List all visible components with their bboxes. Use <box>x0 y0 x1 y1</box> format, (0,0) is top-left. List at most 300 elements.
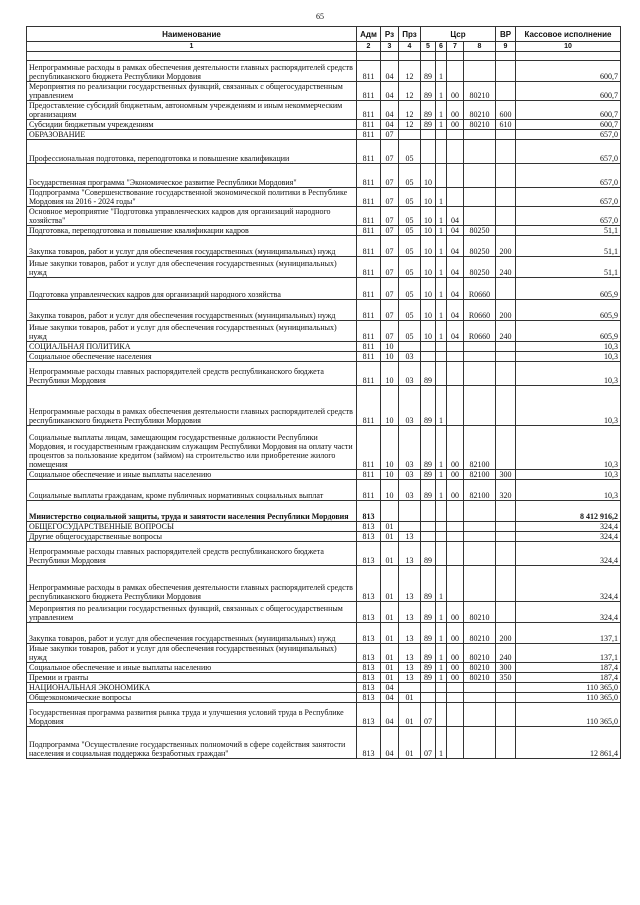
row-csr-direction: 82100 <box>464 480 496 501</box>
row-rz: 07 <box>381 257 399 278</box>
table-row <box>27 542 621 566</box>
row-name: Государственная программа "Экономическое развитие Республики Мордовия" <box>27 164 357 188</box>
row-adm: 811 <box>357 386 381 426</box>
row-amount: 110 365,0 <box>516 703 621 727</box>
row-name: Социальное обеспечение и иные выплаты населению <box>27 470 357 480</box>
row-csr-direction <box>464 683 496 693</box>
row-name: Социальное обеспечение населения <box>27 352 357 362</box>
table-row <box>27 300 621 321</box>
row-amount: 324,4 <box>516 566 621 602</box>
row-rz: 07 <box>381 188 399 207</box>
column-number-row <box>27 42 621 52</box>
row-csr-subprogram: 1 <box>436 300 447 321</box>
row-csr-program: 89 <box>421 362 436 386</box>
table-row <box>27 188 621 207</box>
row-prz: 13 <box>399 673 421 683</box>
row-name: Государственная программа развития рынка труда и улучшения условий труда в Республике Мордовия <box>27 703 357 727</box>
row-vr: 200 <box>496 236 516 257</box>
row-amount: 600,7 <box>516 82 621 101</box>
row-vr <box>496 386 516 426</box>
table-row <box>27 257 621 278</box>
table-row <box>27 663 621 673</box>
row-adm: 813 <box>357 623 381 644</box>
row-amount: 324,4 <box>516 602 621 623</box>
row-adm: 813 <box>357 703 381 727</box>
row-csr-subprogram: 1 <box>436 257 447 278</box>
row-name: Предоставление субсидий бюджетным, автономным учреждениям и иным некоммерческим организациям <box>27 101 357 120</box>
row-csr-program: 07 <box>421 727 436 759</box>
row-csr-subprogram: 1 <box>436 623 447 644</box>
budget-table <box>26 26 621 759</box>
header-row <box>27 27 621 42</box>
row-vr <box>496 703 516 727</box>
row-rz: 04 <box>381 61 399 82</box>
row-amount: 10,3 <box>516 386 621 426</box>
row-csr-subprogram <box>436 522 447 532</box>
row-adm: 811 <box>357 470 381 480</box>
row-rz: 04 <box>381 683 399 693</box>
row-amount: 605,9 <box>516 278 621 300</box>
row-prz: 12 <box>399 61 421 82</box>
row-csr-event: 04 <box>447 207 464 226</box>
table-row <box>27 226 621 236</box>
row-adm: 813 <box>357 522 381 532</box>
row-prz: 05 <box>399 140 421 164</box>
row-csr-direction: 80210 <box>464 644 496 663</box>
row-csr-program: 10 <box>421 300 436 321</box>
header-rz: Рз <box>381 27 399 42</box>
row-vr: 200 <box>496 300 516 321</box>
row-vr <box>496 352 516 362</box>
row-csr-program <box>421 352 436 362</box>
row-amount: 51,1 <box>516 226 621 236</box>
row-amount: 657,0 <box>516 140 621 164</box>
row-adm: 811 <box>357 278 381 300</box>
row-csr-event <box>447 61 464 82</box>
row-csr-subprogram: 1 <box>436 644 447 663</box>
row-vr <box>496 52 516 61</box>
row-rz: 10 <box>381 342 399 352</box>
row-csr-program <box>421 140 436 164</box>
row-csr-direction <box>464 532 496 542</box>
row-name: Министерство социальной защиты, труда и занятости населения Республики Мордовия <box>27 501 357 522</box>
row-prz: 13 <box>399 542 421 566</box>
row-csr-direction <box>464 386 496 426</box>
row-name <box>27 52 357 61</box>
row-amount: 51,1 <box>516 236 621 257</box>
row-adm: 811 <box>357 321 381 342</box>
header-adm: Адм <box>357 27 381 42</box>
row-vr <box>496 164 516 188</box>
row-csr-event: 04 <box>447 257 464 278</box>
row-prz: 03 <box>399 352 421 362</box>
row-csr-direction <box>464 164 496 188</box>
row-name: Премии и гранты <box>27 673 357 683</box>
row-adm: 811 <box>357 352 381 362</box>
table-row <box>27 566 621 602</box>
table-row <box>27 693 621 703</box>
row-rz: 04 <box>381 703 399 727</box>
row-csr-event <box>447 542 464 566</box>
row-vr <box>496 522 516 532</box>
table-row <box>27 140 621 164</box>
row-rz: 07 <box>381 278 399 300</box>
row-csr-subprogram: 1 <box>436 386 447 426</box>
row-name: Непрограммные расходы в рамках обеспечения деятельности главных распорядителей средств республиканского бюджета Республики Мордовия <box>27 61 357 82</box>
row-rz: 01 <box>381 602 399 623</box>
column-number: 2 <box>357 42 381 52</box>
row-amount: 657,0 <box>516 188 621 207</box>
row-csr-subprogram: 1 <box>436 663 447 673</box>
row-prz: 03 <box>399 386 421 426</box>
row-vr <box>496 61 516 82</box>
table-row <box>27 101 621 120</box>
row-adm: 813 <box>357 683 381 693</box>
column-number: 3 <box>381 42 399 52</box>
row-csr-direction: 80210 <box>464 82 496 101</box>
row-csr-event <box>447 703 464 727</box>
row-adm: 811 <box>357 480 381 501</box>
row-adm: 813 <box>357 663 381 673</box>
row-rz: 04 <box>381 120 399 130</box>
row-amount: 110 365,0 <box>516 683 621 693</box>
row-vr <box>496 188 516 207</box>
column-number: 10 <box>516 42 621 52</box>
row-csr-direction <box>464 566 496 602</box>
row-adm: 811 <box>357 130 381 140</box>
row-adm: 813 <box>357 602 381 623</box>
row-csr-program: 10 <box>421 207 436 226</box>
table-row <box>27 501 621 522</box>
row-amount <box>516 52 621 61</box>
row-csr-direction <box>464 727 496 759</box>
row-csr-subprogram <box>436 164 447 188</box>
row-vr <box>496 602 516 623</box>
row-prz: 05 <box>399 321 421 342</box>
row-vr <box>496 82 516 101</box>
row-csr-subprogram <box>436 52 447 61</box>
row-csr-program <box>421 501 436 522</box>
row-csr-event: 00 <box>447 470 464 480</box>
row-amount: 324,4 <box>516 522 621 532</box>
row-prz: 13 <box>399 663 421 673</box>
row-amount: 600,7 <box>516 101 621 120</box>
row-prz: 13 <box>399 623 421 644</box>
row-rz: 01 <box>381 663 399 673</box>
row-vr <box>496 278 516 300</box>
row-csr-program: 10 <box>421 188 436 207</box>
row-prz: 13 <box>399 644 421 663</box>
row-csr-subprogram <box>436 362 447 386</box>
row-name: Иные закупки товаров, работ и услуг для обеспечения государственных (муниципальных) нужд <box>27 257 357 278</box>
row-csr-direction <box>464 61 496 82</box>
row-vr: 610 <box>496 120 516 130</box>
row-amount: 10,3 <box>516 362 621 386</box>
row-adm: 811 <box>357 300 381 321</box>
row-adm: 811 <box>357 61 381 82</box>
row-prz: 12 <box>399 101 421 120</box>
row-csr-program: 10 <box>421 278 436 300</box>
row-prz: 12 <box>399 120 421 130</box>
row-csr-subprogram: 1 <box>436 321 447 342</box>
row-rz: 10 <box>381 362 399 386</box>
header-name: Наименование <box>27 27 357 42</box>
row-csr-direction <box>464 542 496 566</box>
row-csr-event: 04 <box>447 300 464 321</box>
row-csr-direction: 80250 <box>464 236 496 257</box>
row-vr: 240 <box>496 321 516 342</box>
row-amount: 10,3 <box>516 352 621 362</box>
row-adm: 811 <box>357 188 381 207</box>
row-csr-subprogram: 1 <box>436 61 447 82</box>
row-vr: 240 <box>496 644 516 663</box>
row-vr <box>496 532 516 542</box>
row-prz <box>399 501 421 522</box>
table-row <box>27 386 621 426</box>
row-csr-program: 89 <box>421 61 436 82</box>
row-amount: 605,9 <box>516 300 621 321</box>
row-csr-event: 00 <box>447 480 464 501</box>
row-name: Социальные выплаты лицам, замещающим государственные должности Республики Мордовия, и государственным гражданским служащим Республики Мордовия на оплату части процентов за пользование кредитом (займом) на строительство или приобретение жилого помещения <box>27 426 357 470</box>
row-csr-program: 89 <box>421 663 436 673</box>
row-rz: 07 <box>381 236 399 257</box>
row-amount: 605,9 <box>516 321 621 342</box>
row-amount: 51,1 <box>516 257 621 278</box>
row-vr <box>496 140 516 164</box>
row-csr-event <box>447 140 464 164</box>
row-csr-event <box>447 386 464 426</box>
row-csr-subprogram <box>436 532 447 542</box>
row-rz: 01 <box>381 542 399 566</box>
row-name: ОБРАЗОВАНИЕ <box>27 130 357 140</box>
row-rz: 07 <box>381 130 399 140</box>
row-vr <box>496 501 516 522</box>
table-row <box>27 321 621 342</box>
row-name: Социальное обеспечение и иные выплаты населению <box>27 663 357 673</box>
row-csr-subprogram <box>436 140 447 164</box>
row-adm: 813 <box>357 693 381 703</box>
table-row <box>27 82 621 101</box>
table-row <box>27 480 621 501</box>
row-csr-direction: 82100 <box>464 470 496 480</box>
row-csr-direction: 80210 <box>464 602 496 623</box>
row-name: Профессиональная подготовка, переподготовка и повышение квалификации <box>27 140 357 164</box>
row-csr-program: 07 <box>421 703 436 727</box>
row-rz: 10 <box>381 386 399 426</box>
row-rz: 07 <box>381 140 399 164</box>
row-vr <box>496 693 516 703</box>
row-adm: 811 <box>357 362 381 386</box>
row-vr <box>496 727 516 759</box>
row-name: Мероприятия по реализации государственных функций, связанных с общегосударственным управлением <box>27 82 357 101</box>
row-rz: 04 <box>381 693 399 703</box>
row-prz: 05 <box>399 164 421 188</box>
row-csr-program: 89 <box>421 542 436 566</box>
table-row <box>27 644 621 663</box>
row-rz: 04 <box>381 101 399 120</box>
row-vr <box>496 683 516 693</box>
row-amount: 137,1 <box>516 623 621 644</box>
row-csr-direction <box>464 693 496 703</box>
row-rz: 10 <box>381 480 399 501</box>
row-rz <box>381 501 399 522</box>
table-row <box>27 61 621 82</box>
row-csr-subprogram <box>436 683 447 693</box>
row-name: СОЦИАЛЬНАЯ ПОЛИТИКА <box>27 342 357 352</box>
row-adm: 813 <box>357 532 381 542</box>
row-csr-direction: 80250 <box>464 257 496 278</box>
row-rz: 01 <box>381 522 399 532</box>
row-adm: 811 <box>357 164 381 188</box>
table-row <box>27 703 621 727</box>
row-rz: 07 <box>381 300 399 321</box>
table-row <box>27 602 621 623</box>
row-csr-subprogram: 1 <box>436 188 447 207</box>
row-csr-subprogram: 1 <box>436 426 447 470</box>
row-csr-program: 89 <box>421 426 436 470</box>
row-csr-event: 04 <box>447 278 464 300</box>
row-csr-program: 89 <box>421 623 436 644</box>
row-csr-event: 00 <box>447 602 464 623</box>
header-prz: Прз <box>399 27 421 42</box>
row-vr: 300 <box>496 663 516 673</box>
row-prz <box>399 522 421 532</box>
table-row <box>27 522 621 532</box>
table-row <box>27 164 621 188</box>
row-csr-program: 10 <box>421 236 436 257</box>
row-csr-direction <box>464 352 496 362</box>
row-csr-event: 00 <box>447 673 464 683</box>
row-prz: 12 <box>399 82 421 101</box>
row-prz: 05 <box>399 188 421 207</box>
row-adm: 811 <box>357 426 381 470</box>
table-row <box>27 52 621 61</box>
row-amount: 137,1 <box>516 644 621 663</box>
row-csr-subprogram: 1 <box>436 236 447 257</box>
row-csr-direction: 80210 <box>464 120 496 130</box>
row-prz: 05 <box>399 207 421 226</box>
row-csr-program: 89 <box>421 602 436 623</box>
table-row <box>27 120 621 130</box>
row-adm: 811 <box>357 342 381 352</box>
row-csr-direction <box>464 130 496 140</box>
row-prz: 01 <box>399 693 421 703</box>
row-amount: 600,7 <box>516 120 621 130</box>
row-csr-event: 00 <box>447 120 464 130</box>
row-name: Иные закупки товаров, работ и услуг для обеспечения государственных (муниципальных) нужд <box>27 321 357 342</box>
row-amount: 110 365,0 <box>516 693 621 703</box>
row-csr-event <box>447 342 464 352</box>
table-row <box>27 362 621 386</box>
row-vr <box>496 542 516 566</box>
row-prz: 05 <box>399 257 421 278</box>
row-name: Подготовка, переподготовка и повышение квалификации кадров <box>27 226 357 236</box>
row-csr-event <box>447 532 464 542</box>
row-csr-direction: 80210 <box>464 663 496 673</box>
row-csr-program: 89 <box>421 673 436 683</box>
row-adm: 813 <box>357 727 381 759</box>
row-rz <box>381 52 399 61</box>
table-row <box>27 236 621 257</box>
column-number: 7 <box>447 42 464 52</box>
row-csr-event <box>447 164 464 188</box>
row-csr-direction: 80250 <box>464 226 496 236</box>
row-vr: 300 <box>496 470 516 480</box>
column-number: 4 <box>399 42 421 52</box>
row-csr-program: 89 <box>421 480 436 501</box>
table-body <box>27 52 621 759</box>
row-vr: 600 <box>496 101 516 120</box>
row-csr-event: 04 <box>447 226 464 236</box>
row-csr-program <box>421 342 436 352</box>
row-csr-subprogram: 1 <box>436 120 447 130</box>
row-csr-subprogram: 1 <box>436 101 447 120</box>
row-amount: 8 412 916,2 <box>516 501 621 522</box>
row-prz: 03 <box>399 362 421 386</box>
row-csr-event: 00 <box>447 663 464 673</box>
row-csr-subprogram <box>436 501 447 522</box>
row-csr-subprogram: 1 <box>436 82 447 101</box>
row-name: Непрограммные расходы в рамках обеспечения деятельности главных распорядителей средств республиканского бюджета Республики Мордовия <box>27 566 357 602</box>
row-vr: 240 <box>496 257 516 278</box>
row-csr-event: 00 <box>447 644 464 663</box>
row-csr-direction <box>464 522 496 532</box>
row-csr-subprogram <box>436 352 447 362</box>
column-number: 1 <box>27 42 357 52</box>
row-prz: 05 <box>399 236 421 257</box>
row-csr-direction <box>464 703 496 727</box>
row-amount: 600,7 <box>516 61 621 82</box>
row-adm <box>357 52 381 61</box>
row-name: Непрограммные расходы главных распорядителей средств республиканского бюджета Республики Мордовия <box>27 362 357 386</box>
row-name: Социальные выплаты гражданам, кроме публичных нормативных социальных выплат <box>27 480 357 501</box>
row-csr-event: 00 <box>447 101 464 120</box>
row-name: Иные закупки товаров, работ и услуг для обеспечения государственных (муниципальных) нужд <box>27 644 357 663</box>
row-amount: 657,0 <box>516 164 621 188</box>
header-vr: ВР <box>496 27 516 42</box>
row-adm: 811 <box>357 82 381 101</box>
row-prz: 03 <box>399 426 421 470</box>
row-adm: 813 <box>357 673 381 683</box>
row-csr-program: 10 <box>421 321 436 342</box>
row-rz: 01 <box>381 644 399 663</box>
row-name: Мероприятия по реализации государственных функций, связанных с общегосударственным управлением <box>27 602 357 623</box>
row-csr-direction <box>464 52 496 61</box>
table-row <box>27 683 621 693</box>
row-csr-subprogram: 1 <box>436 480 447 501</box>
row-amount: 657,0 <box>516 130 621 140</box>
row-adm: 811 <box>357 236 381 257</box>
row-csr-direction: 82100 <box>464 426 496 470</box>
page-number: 65 <box>316 12 324 21</box>
row-amount: 324,4 <box>516 532 621 542</box>
table-row <box>27 673 621 683</box>
row-csr-program <box>421 532 436 542</box>
row-csr-subprogram: 1 <box>436 727 447 759</box>
row-rz: 01 <box>381 673 399 683</box>
row-name: Основное мероприятие "Подготовка управленческих кадров для организаций народного хозяйства" <box>27 207 357 226</box>
row-csr-program: 89 <box>421 644 436 663</box>
row-prz: 13 <box>399 602 421 623</box>
row-vr <box>496 362 516 386</box>
table-row <box>27 532 621 542</box>
row-name: ОБЩЕГОСУДАРСТВЕННЫЕ ВОПРОСЫ <box>27 522 357 532</box>
row-adm: 811 <box>357 120 381 130</box>
row-rz: 01 <box>381 566 399 602</box>
row-name: Закупка товаров, работ и услуг для обеспечения государственных (муниципальных) нужд <box>27 300 357 321</box>
row-prz: 13 <box>399 566 421 602</box>
row-csr-program: 89 <box>421 101 436 120</box>
